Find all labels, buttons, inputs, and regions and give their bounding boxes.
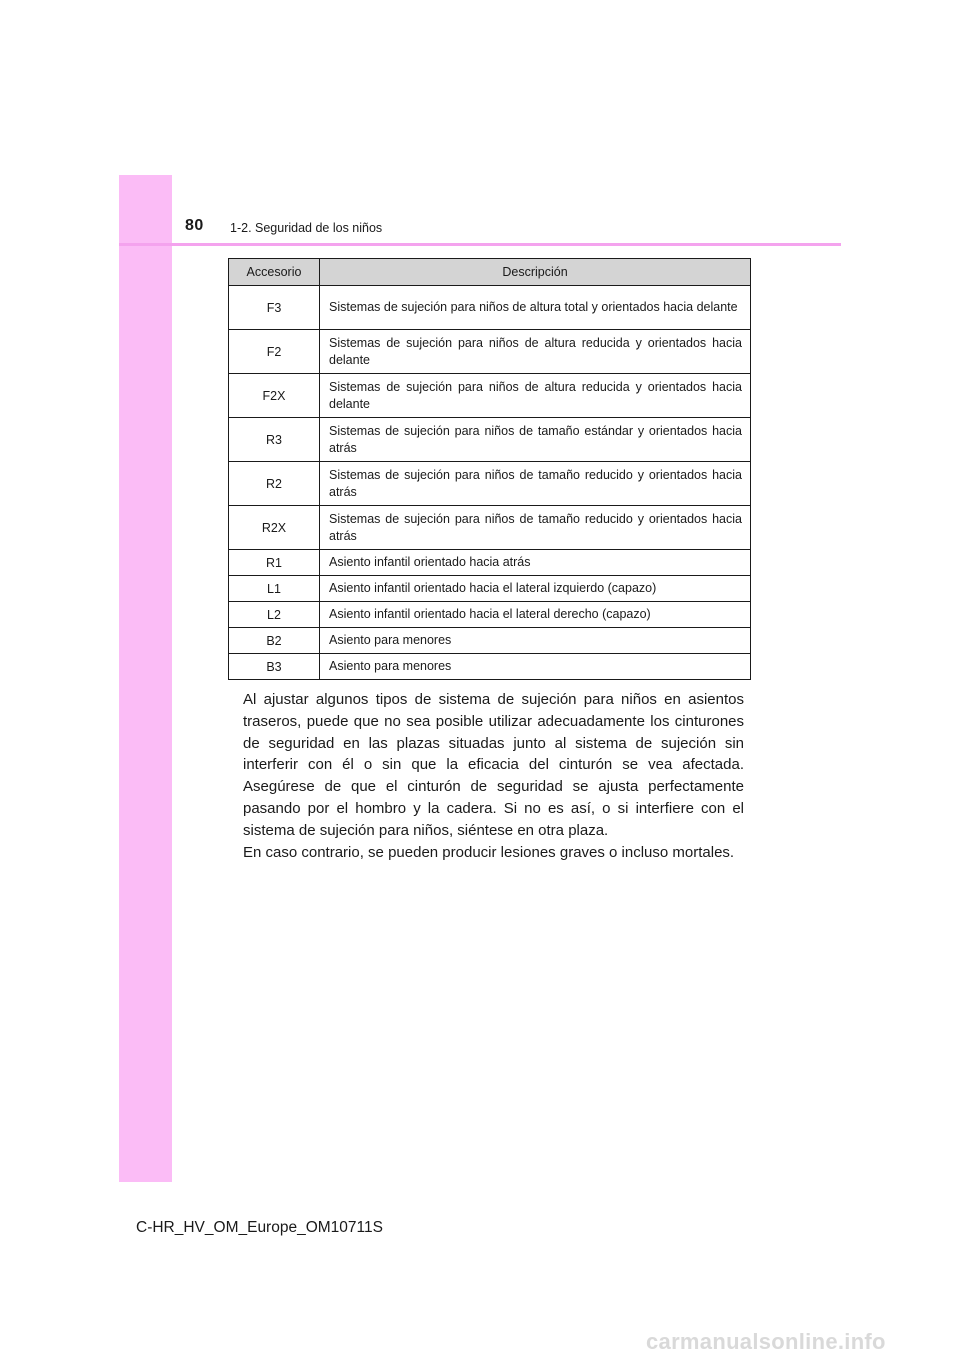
table-row <box>229 286 751 330</box>
warning-text <box>243 689 744 863</box>
table-row <box>229 628 751 654</box>
accessory-description: Asiento para menores <box>320 654 751 680</box>
table-row <box>229 550 751 576</box>
table-row <box>229 506 751 550</box>
accessory-description: Sistemas de sujeción para niños de altura reducida y orientados hacia delante <box>320 374 751 418</box>
accessory-code: L2 <box>229 602 320 628</box>
page-number: 80 <box>185 217 204 234</box>
accessory-description: Asiento infantil orientado hacia el lateral izquierdo (capazo) <box>320 576 751 602</box>
accessory-code: R3 <box>229 418 320 462</box>
accessory-description: Sistemas de sujeción para niños de tamaño reducido y orientados hacia atrás <box>320 506 751 550</box>
warning-paragraph: Al ajustar algunos tipos de sistema de sujeción para niños en asientos traseros, puede que no sea posible utilizar adecuadamente los cinturones de seguridad en las plazas situadas junto al sistema de sujeción sin interferir con él o sin que la eficacia del cinturón se vea afectada. Asegúrese de que el cinturón de seguridad se ajusta perfectamente pasando por el hombro y la cadera. Si no es así, o si interfiere con el sistema de sujeción para niños, siéntese en otra plaza. <box>243 691 744 839</box>
accessory-code: F2 <box>229 330 320 374</box>
header-divider <box>119 243 841 246</box>
table-row <box>229 418 751 462</box>
accessory-description: Sistemas de sujeción para niños de tamaño reducido y orientados hacia atrás <box>320 462 751 506</box>
accessory-code: R2X <box>229 506 320 550</box>
table-row <box>229 654 751 680</box>
table-row <box>229 602 751 628</box>
accessory-description: Asiento para menores <box>320 628 751 654</box>
accessory-code: L1 <box>229 576 320 602</box>
accessory-code: F3 <box>229 286 320 330</box>
accessory-description: Sistemas de sujeción para niños de altura reducida y orientados hacia delante <box>320 330 751 374</box>
table-row <box>229 576 751 602</box>
document-code: C-HR_HV_OM_Europe_OM10711S <box>136 1219 383 1236</box>
accessory-code: R2 <box>229 462 320 506</box>
column-header-description: Descripción <box>320 259 751 286</box>
column-header-accessory: Accesorio <box>229 259 320 286</box>
accessory-table <box>228 258 751 680</box>
accessory-code: R1 <box>229 550 320 576</box>
accessory-description: Asiento infantil orientado hacia atrás <box>320 550 751 576</box>
accessory-description: Sistemas de sujeción para niños de altura total y orientados hacia delante <box>320 286 751 330</box>
section-title: 1-2. Seguridad de los niños <box>230 221 383 235</box>
accessory-code: B3 <box>229 654 320 680</box>
table-row <box>229 374 751 418</box>
accessory-description: Asiento infantil orientado hacia el lateral derecho (capazo) <box>320 602 751 628</box>
accessory-description: Sistemas de sujeción para niños de tamaño estándar y orientados hacia atrás <box>320 418 751 462</box>
table-row <box>229 462 751 506</box>
warning-consequence-paragraph: En caso contrario, se pueden producir lesiones graves o incluso mortales. <box>243 843 735 861</box>
table-row <box>229 330 751 374</box>
accessory-code: B2 <box>229 628 320 654</box>
watermark: carmanualsonline.info <box>646 1329 886 1354</box>
table-header-row <box>229 259 751 286</box>
side-color-band <box>119 175 172 1182</box>
accessory-code: F2X <box>229 374 320 418</box>
